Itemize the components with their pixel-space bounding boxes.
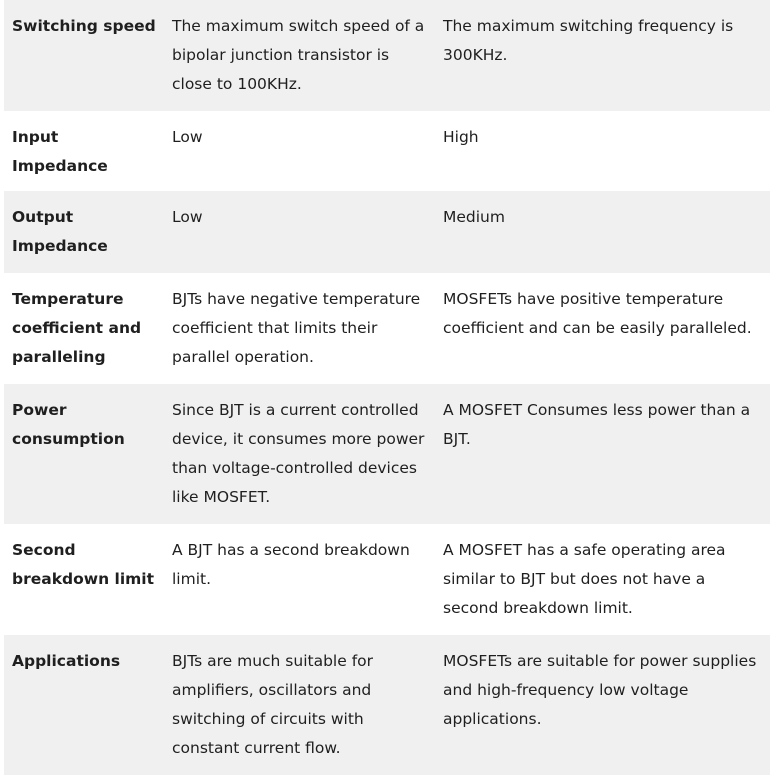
comparison-table [4, 0, 770, 775]
table-row-second-breakdown [4, 524, 770, 635]
table-row-switching-speed [4, 0, 770, 111]
row-label: Second breakdown limit [4, 524, 164, 635]
bjt-cell: The maximum switch speed of a bipolar junction transistor is close to 100KHz. [164, 0, 435, 111]
mosfet-cell: A MOSFET has a safe operating area similar to BJT but does not have a second breakdown limit. [435, 524, 770, 635]
mosfet-cell: Medium [435, 191, 770, 273]
table-row-output-impedance [4, 191, 770, 273]
bjt-cell: Since BJT is a current controlled device, it consumes more power than voltage-controlled devices like MOSFET. [164, 384, 435, 524]
bjt-cell: A BJT has a second breakdown limit. [164, 524, 435, 635]
mosfet-cell: High [435, 111, 770, 191]
bjt-cell: Low [164, 111, 435, 191]
mosfet-cell: MOSFETs have positive temperature coefficient and can be easily paralleled. [435, 273, 770, 384]
table-row-input-impedance [4, 111, 770, 191]
row-label: Input Impedance [4, 111, 164, 191]
table-row-applications [4, 635, 770, 775]
mosfet-cell: MOSFETs are suitable for power supplies and high-frequency low voltage applications. [435, 635, 770, 775]
row-label: Power consumption [4, 384, 164, 524]
row-label: Output Impedance [4, 191, 164, 273]
row-label: Switching speed [4, 0, 164, 111]
bjt-cell: Low [164, 191, 435, 273]
mosfet-cell: A MOSFET Consumes less power than a BJT. [435, 384, 770, 524]
bjt-cell: BJTs have negative temperature coefficient that limits their parallel operation. [164, 273, 435, 384]
mosfet-cell: The maximum switching frequency is 300KHz. [435, 0, 770, 111]
row-label: Temperature coefficient and paralleling [4, 273, 164, 384]
bjt-cell: BJTs are much suitable for amplifiers, oscillators and switching of circuits with constant current flow. [164, 635, 435, 775]
table-row-temperature-coefficient [4, 273, 770, 384]
table-row-power-consumption [4, 384, 770, 524]
row-label: Applications [4, 635, 164, 775]
